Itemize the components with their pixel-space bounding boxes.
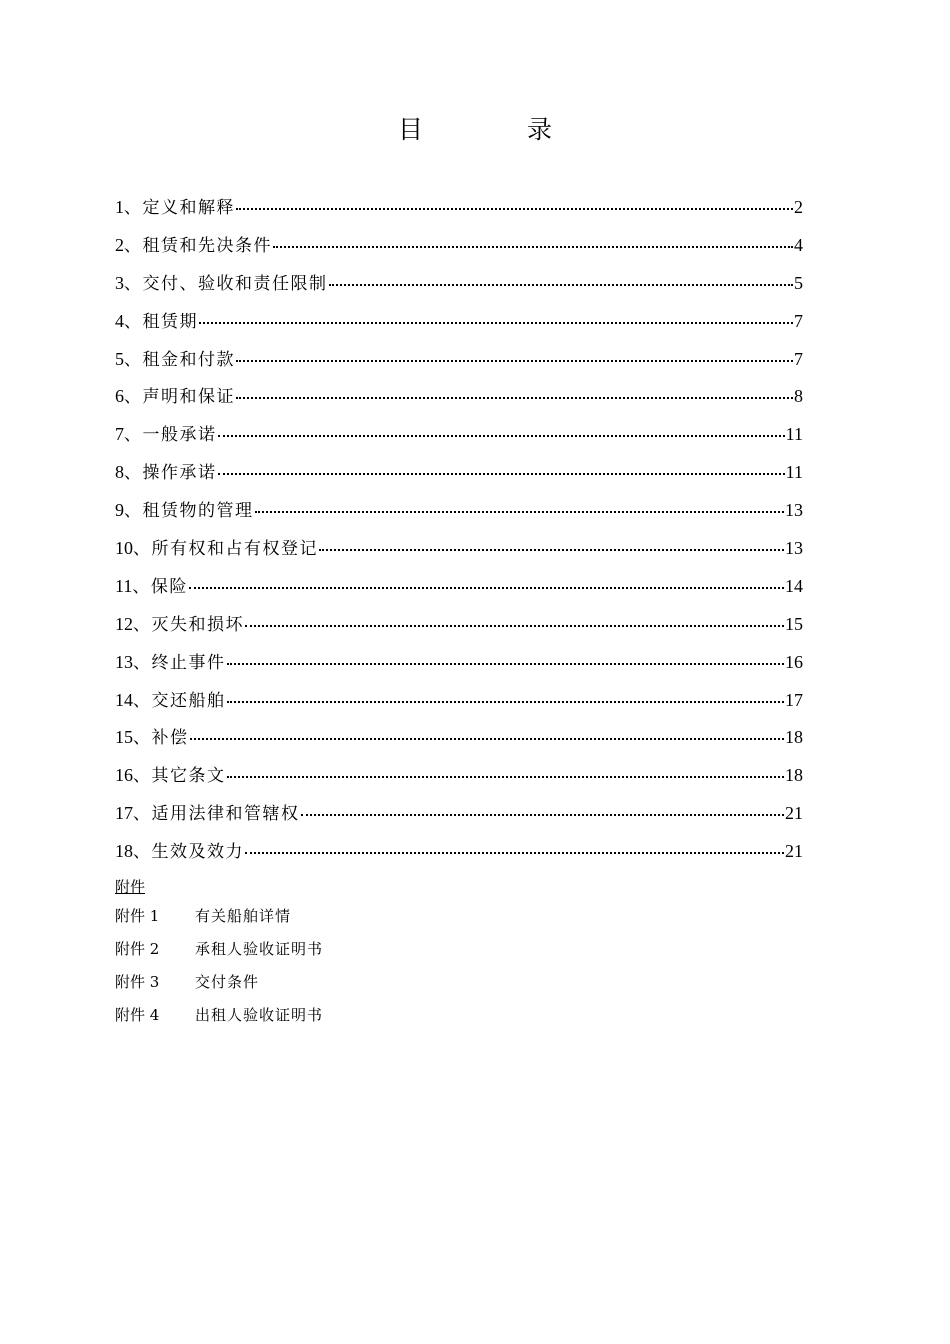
toc-entry[interactable] (115, 719, 803, 757)
toc-entry[interactable] (115, 833, 803, 871)
toc-entry[interactable] (115, 265, 803, 303)
toc-entry-number: 7 (115, 424, 124, 445)
appendix-item-name: 有关船舶详情 (195, 907, 292, 925)
toc-entry-text: 所有权和占有权登记 (151, 539, 318, 560)
toc-dot-leader (218, 472, 785, 475)
toc-dot-leader (273, 245, 793, 248)
toc-entry-label (115, 378, 235, 417)
toc-page-number: 17 (785, 689, 803, 710)
toc-entry-text: 灭失和损坏 (151, 614, 244, 635)
toc-entry-text: 生效及效力 (151, 842, 244, 863)
toc-dot-leader (190, 737, 785, 740)
toc-entry-label (115, 303, 198, 342)
toc-page-number: 5 (794, 272, 803, 293)
toc-entry[interactable] (115, 757, 803, 795)
appendix-item-code: 附件 2 (115, 940, 160, 958)
toc-dot-leader (199, 321, 793, 324)
toc-entry-text: 定义和解释 (142, 198, 235, 218)
toc-entry[interactable] (115, 303, 803, 341)
toc-entry-separator: 、 (133, 842, 152, 863)
toc-page-number: 21 (785, 841, 803, 862)
toc-entry-label (115, 757, 226, 796)
toc-entry[interactable] (115, 454, 803, 492)
toc-dot-leader (236, 359, 793, 362)
toc-entry-label (115, 568, 188, 607)
appendix-item[interactable] (115, 933, 615, 966)
toc-dot-leader (236, 207, 793, 210)
toc-entry[interactable] (115, 416, 803, 454)
toc-entry[interactable] (115, 530, 803, 568)
appendix-item[interactable] (115, 966, 615, 999)
toc-page-number: 15 (785, 613, 803, 634)
toc-entry-number: 13 (115, 651, 133, 672)
toc-entry[interactable] (115, 644, 803, 682)
toc-entry-number: 11 (115, 575, 133, 596)
toc-page-number: 11 (785, 462, 803, 483)
toc-page-number: 7 (794, 348, 803, 369)
toc-entry-label (115, 530, 318, 569)
appendix-item-code: 附件 3 (115, 973, 160, 991)
toc-entry-text: 租赁物的管理 (142, 501, 254, 522)
table-of-contents (115, 189, 803, 871)
appendix-item-code: 附件 1 (115, 907, 160, 925)
toc-entry-text: 适用法律和管辖权 (151, 804, 300, 825)
toc-entry-text: 其它条文 (151, 766, 226, 787)
toc-page-number: 16 (785, 651, 803, 672)
toc-dot-leader (218, 434, 785, 437)
toc-dot-leader (255, 510, 785, 513)
appendix-heading[interactable]: 附件 (115, 878, 146, 896)
toc-page-number: 21 (785, 803, 803, 824)
toc-dot-leader (329, 283, 794, 286)
appendix-item-name: 承租人验收证明书 (195, 940, 324, 958)
toc-dot-leader (319, 548, 784, 551)
toc-page-number: 14 (785, 575, 803, 596)
toc-entry-label (115, 341, 235, 380)
toc-entry[interactable] (115, 795, 803, 833)
toc-entry-separator: 、 (124, 425, 143, 446)
toc-entry-text: 租金和付款 (142, 349, 235, 370)
toc-entry-separator: 、 (133, 539, 152, 560)
toc-entry-separator: 、 (133, 728, 152, 749)
toc-dot-leader (189, 586, 784, 589)
toc-entry[interactable] (115, 492, 803, 530)
toc-entry[interactable] (115, 227, 803, 265)
toc-entry-label (115, 719, 189, 758)
toc-entry-number: 12 (115, 613, 133, 634)
toc-entry-number: 2 (115, 234, 124, 255)
toc-entry-label (115, 189, 235, 228)
toc-entry-number: 18 (115, 841, 133, 862)
toc-entry-text: 声明和保证 (142, 387, 235, 408)
toc-entry-number: 14 (115, 689, 133, 710)
toc-entry-number: 5 (115, 348, 124, 369)
toc-entry-label (115, 492, 254, 531)
toc-entry-text: 交还船舶 (151, 690, 226, 711)
toc-dot-leader (236, 396, 793, 399)
toc-dot-leader (227, 700, 785, 703)
toc-entry-label (115, 833, 244, 872)
toc-entry-number: 10 (115, 538, 133, 559)
toc-entry-separator: 、 (133, 614, 152, 635)
toc-entry-label (115, 644, 226, 683)
toc-entry-separator: 、 (124, 311, 143, 332)
toc-entry-label (115, 454, 217, 493)
toc-entry-text: 租赁和先决条件 (142, 235, 272, 256)
toc-entry-number: 6 (115, 386, 124, 407)
toc-entry-separator: 、 (124, 198, 143, 218)
toc-page-number: 11 (785, 424, 803, 445)
toc-entry-separator: 、 (133, 766, 152, 787)
toc-entry-label (115, 227, 272, 266)
toc-page-number: 8 (794, 386, 803, 407)
toc-entry-separator: 、 (133, 804, 152, 825)
appendix-item-name: 出租人验收证明书 (195, 1006, 324, 1024)
toc-entry[interactable] (115, 341, 803, 379)
toc-entry-number: 8 (115, 462, 124, 483)
toc-entry-label (115, 606, 244, 645)
appendix-item-name: 交付条件 (195, 973, 260, 991)
appendix-item[interactable] (115, 900, 615, 933)
toc-entry-separator: 、 (124, 349, 143, 370)
toc-entry-number: 16 (115, 765, 133, 786)
toc-entry-label (115, 795, 300, 834)
toc-entry-number: 4 (115, 310, 124, 331)
toc-entry-separator: 、 (124, 273, 143, 294)
toc-entry-separator: 、 (124, 501, 143, 522)
toc-entry-separator: 、 (133, 690, 152, 711)
toc-entry[interactable] (115, 606, 803, 644)
toc-entry-text: 租赁期 (142, 311, 198, 332)
toc-entry-number: 9 (115, 500, 124, 521)
toc-dot-leader (245, 624, 784, 627)
toc-entry-number: 17 (115, 803, 133, 824)
toc-page-number: 13 (785, 538, 803, 559)
toc-entry-text: 操作承诺 (142, 463, 217, 484)
appendix-item[interactable] (115, 999, 615, 1032)
appendix-item-code: 附件 4 (115, 1006, 160, 1024)
toc-page-number: 4 (794, 234, 803, 255)
toc-dot-leader (245, 851, 784, 854)
toc-entry[interactable] (115, 682, 803, 720)
toc-entry-separator: 、 (124, 235, 143, 256)
toc-dot-leader (227, 775, 785, 778)
toc-dot-leader (227, 662, 785, 665)
toc-entry[interactable] (115, 189, 803, 227)
page-title: 目 录 (398, 115, 600, 144)
toc-page-number: 18 (785, 765, 803, 786)
toc-page-number: 2 (794, 197, 803, 217)
toc-entry[interactable] (115, 378, 803, 416)
toc-page-number: 13 (785, 500, 803, 521)
toc-entry-separator: 、 (124, 463, 143, 484)
toc-page-number: 18 (785, 727, 803, 748)
toc-entry-separator: 、 (132, 576, 151, 597)
toc-entry-number: 3 (115, 272, 124, 293)
toc-entry-text: 补偿 (151, 728, 189, 749)
appendix-list (115, 900, 615, 1032)
toc-entry-text: 交付、验收和责任限制 (142, 273, 328, 294)
toc-entry-number: 15 (115, 727, 133, 748)
toc-entry-separator: 、 (124, 387, 143, 408)
toc-entry[interactable] (115, 568, 803, 606)
toc-entry-label (115, 416, 217, 455)
toc-entry-text: 保险 (150, 576, 188, 597)
appendix-section (115, 874, 615, 1032)
toc-entry-text: 终止事件 (151, 652, 226, 673)
toc-entry-text: 一般承诺 (142, 425, 217, 446)
toc-page-number: 7 (794, 310, 803, 331)
toc-dot-leader (301, 813, 785, 816)
toc-entry-label (115, 265, 328, 304)
toc-entry-label (115, 682, 226, 721)
toc-entry-number: 1 (115, 197, 124, 217)
toc-entry-separator: 、 (133, 652, 152, 673)
